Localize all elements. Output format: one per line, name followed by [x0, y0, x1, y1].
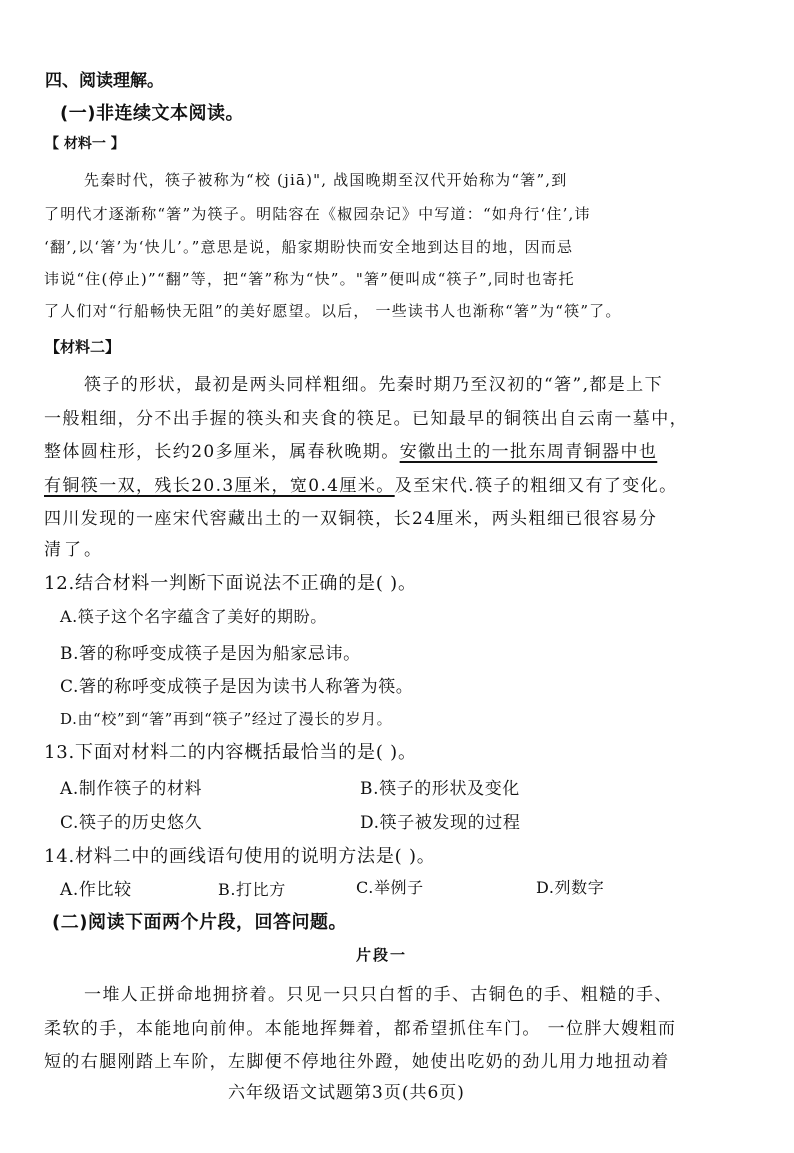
part2-heading: (二)阅读下面两个片段，回答问题。	[52, 912, 347, 933]
question-12-option-a: A.筷子这个名字蕴含了美好的期盼。	[60, 607, 327, 626]
fragment-title: 片段一	[356, 946, 408, 964]
material2-line: 清了。	[44, 540, 104, 560]
question-12-option-b: B.箸的称呼变成筷子是因为船家忌讳。	[60, 644, 361, 664]
question-13-option-a: A.制作筷子的材料	[60, 779, 203, 799]
material2-line: 一般粗细，分不出手握的筷头和夹食的筷足。已知最早的铜筷出自云南一墓中，	[44, 409, 688, 429]
material1-line: 了人们对“行船畅快无阻”的美好愿望。以后， 一些读书人也渐称“箸”为“筷”了。	[44, 302, 622, 320]
fragment-line: 柔软的手，本能地向前伸。本能地挥舞着，都希望抓住车门。 一位胖大嫂粗而	[44, 1019, 677, 1039]
question-14-stem: 14.材料二中的画线语句使用的说明方法是( )。	[44, 846, 436, 867]
underlined-sentence: 有铜筷一双，残长20.3厘米，宽0.4厘米。	[44, 476, 395, 496]
material2-line: 筷子的形状，最初是两头同样粗细。先秦时期乃至汉初的“箸”,都是上下	[84, 375, 663, 395]
question-14-option-c: C.举例子	[356, 878, 424, 897]
material2-line: 四川发现的一座宋代窖藏出土的一双铜筷，长24厘米，两头粗细已很容易分	[44, 509, 658, 529]
material2-line	[44, 437, 657, 462]
material1-line: 讳说“住(停止)”“翻”等，把“箸”称为“快”。"箸”便叫成“筷子”,同时也寄托	[44, 270, 575, 288]
material2-text: 整体圆柱形，长约20多厘米，属春秋晚期。	[44, 442, 400, 462]
question-12-stem: 12.结合材料一判断下面说法不正确的是( )。	[44, 573, 417, 594]
material2-label: 【材料二】	[45, 338, 121, 356]
question-14-option-a: A.作比较	[60, 880, 132, 900]
fragment-line: 短的右腿刚踏上车阶，左脚便不停地往外蹬，她使出吃奶的劲儿用力地扭动着	[44, 1052, 670, 1072]
part1-heading: (一)非连续文本阅读。	[60, 103, 244, 124]
section-heading: 四、阅读理解。	[45, 71, 164, 91]
question-12-option-c: C.箸的称呼变成筷子是因为读书人称箸为筷。	[60, 677, 414, 697]
material1-line: 了明代才逐渐称“箸”为筷子。明陆容在《椒园杂记》中写道：“如舟行‘住’,讳	[44, 205, 591, 223]
question-13-stem: 13.下面对材料二的内容概括最恰当的是( )。	[44, 742, 417, 763]
question-13-option-c: C.筷子的历史悠久	[60, 813, 203, 833]
underlined-sentence: 安徽出土的一批东周青铜器中也	[399, 442, 658, 462]
material2-text: 及至宋代.筷子的粗细又有了变化。	[394, 476, 678, 496]
material2-line	[44, 471, 678, 496]
material1-line: ‘翻’,以‘箸’为‘快儿’。”意思是说，船家期盼快而安全地到达目的地，因而忌	[44, 238, 574, 256]
material1-line: 先秦时代，筷子被称为“校 (jiā)", 战国晚期至汉代开始称为“箸”,到	[84, 171, 568, 189]
question-13-option-b: B.筷子的形状及变化	[360, 779, 520, 799]
question-14-option-b: B.打比方	[218, 880, 286, 899]
material1-label: 【 材料一 】	[45, 136, 125, 152]
question-14-option-d: D.列数字	[536, 878, 605, 897]
question-13-option-d: D.筷子被发现的过程	[360, 813, 521, 833]
page-footer: 六年级语文试题第3页(共6页)	[228, 1083, 465, 1103]
fragment-line: 一堆人正拼命地拥挤着。只见一只只白皙的手、古铜色的手、粗糙的手、	[84, 985, 673, 1005]
question-12-option-d: D.由“校”到“箸”再到“筷子”经过了漫长的岁月。	[60, 710, 393, 728]
